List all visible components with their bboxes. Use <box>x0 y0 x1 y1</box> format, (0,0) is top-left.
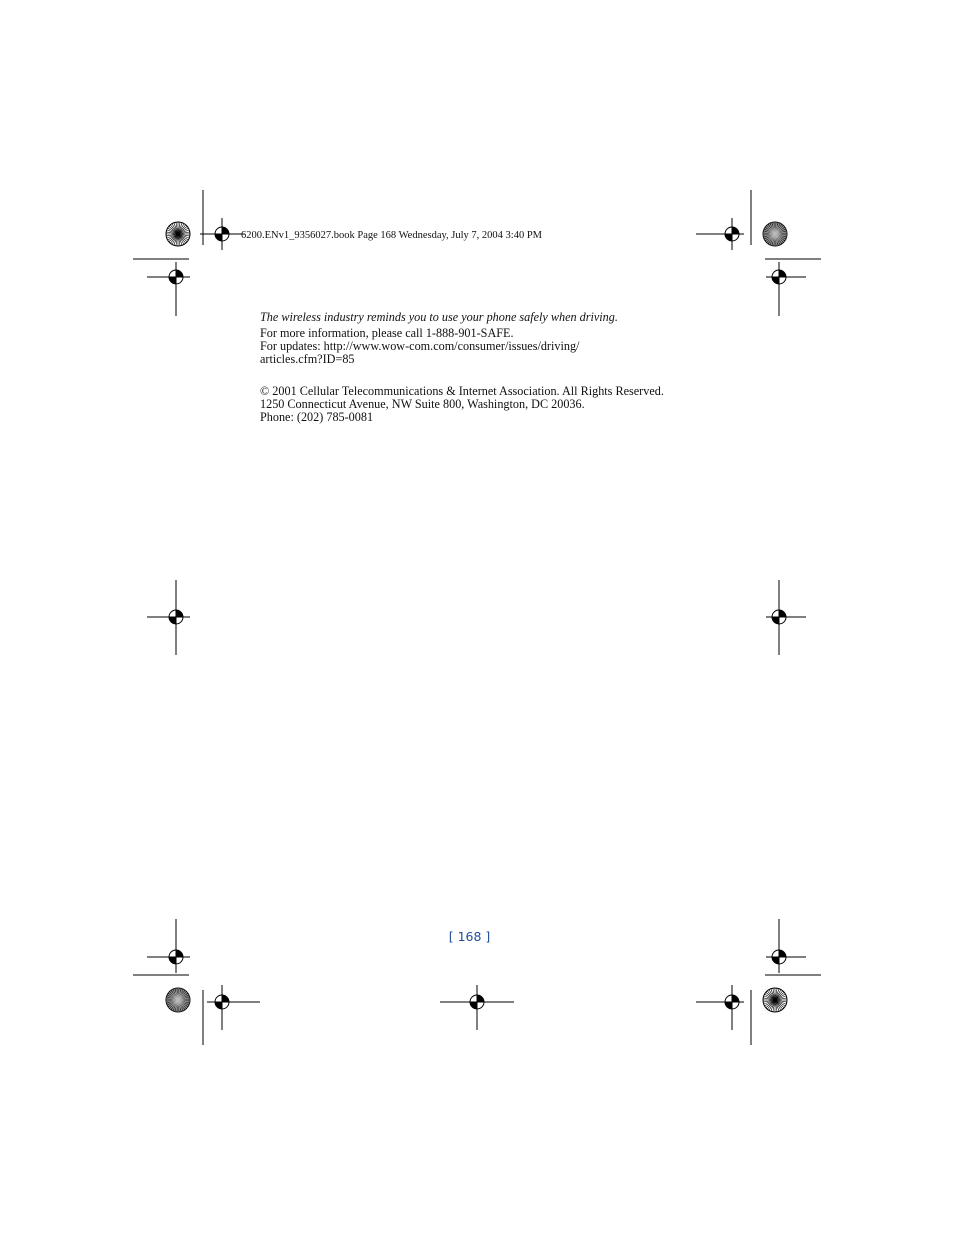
safety-reminder: The wireless industry reminds you to use your phone safely when driving. <box>260 310 618 324</box>
book-file-header: 6200.ENv1_9356027.book Page 168 Wednesday, July 7, 2004 3:40 PM <box>241 230 543 241</box>
safety-notice-block <box>260 311 730 424</box>
phone-line: Phone: (202) 785-0081 <box>260 410 374 424</box>
paragraph-gap <box>260 366 730 385</box>
crop-marks-top <box>133 190 821 316</box>
updates-line-1: For updates: http://www.wow-com.com/consumer/issues/driving/ <box>260 339 580 353</box>
crop-marks-middle <box>147 580 806 655</box>
address-line: 1250 Connecticut Avenue, NW Suite 800, Washington, DC 20036. <box>260 397 585 411</box>
updates-line-2: articles.cfm?ID=85 <box>260 352 355 366</box>
copyright-line: © 2001 Cellular Telecommunications & Internet Association. All Rights Reserved. <box>260 384 664 398</box>
page-number: [ 168 ] <box>448 929 491 944</box>
info-line: For more information, please call 1-888-901-SAFE. <box>260 326 514 340</box>
